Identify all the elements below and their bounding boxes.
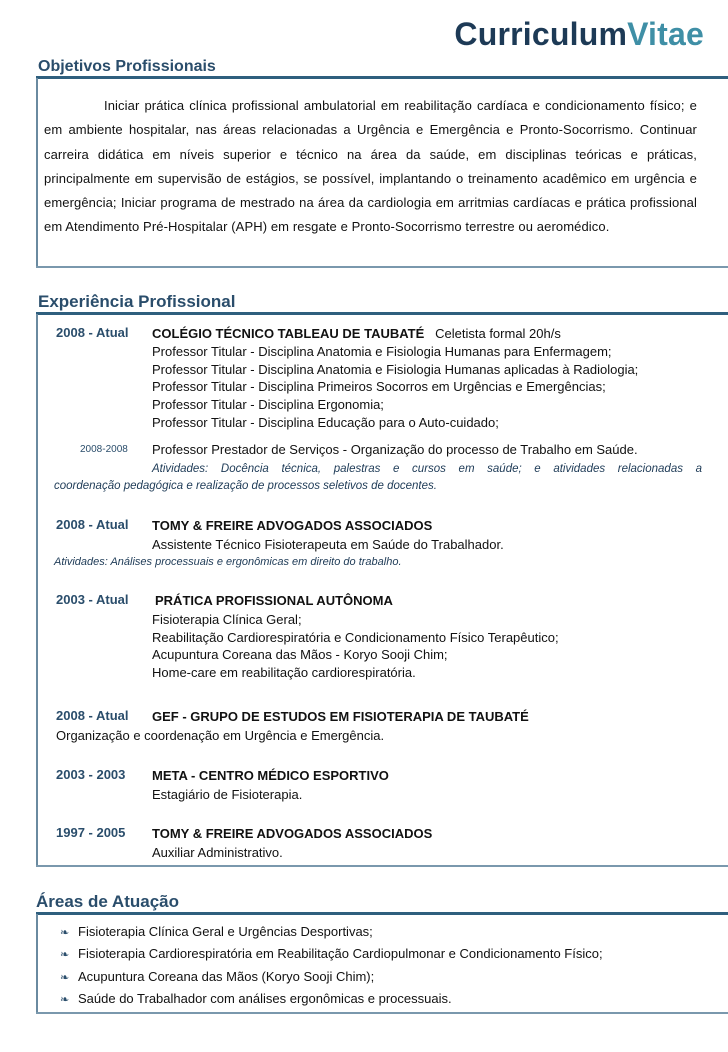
job-activities: Atividades: Análises processuais e ergonômicas em direito do trabalho. [54, 556, 402, 568]
bullet-icon: ❧ [60, 927, 70, 939]
section-border-left [36, 914, 38, 1014]
list-item: ❧ Saúde do Trabalhador com análises ergonômicas e processuais. [60, 991, 452, 1006]
job-activities-cont: coordenação pedagógica e realização de processos seletivos de docentes. [54, 480, 437, 492]
job-years: 2008 - Atual [56, 325, 129, 340]
job-line: Assistente Técnico Fisioterapeuta em Saúde do Trabalhador. [152, 537, 504, 552]
job-years: 2003 - 2003 [56, 767, 126, 782]
bullet-icon: ❧ [60, 972, 70, 984]
job-lines: Professor Titular - Disciplina Anatomia e Fisiologia Humanas para Enfermagem; Professor Titular - Disciplina Anatomia e Fisiologia Humanas aplicadas à Radiologia; Professor Titular - Disciplina Primeiros Socorros em Urgências e Emergências; Professor Titular - Disciplina Ergonomia; Professor Titular - Disciplina Educação para o Auto-cuidado; [152, 344, 639, 430]
job-line: Auxiliar Administrativo. [152, 845, 283, 860]
job-line: Organização e coordenação em Urgência e Emergência. [56, 728, 385, 743]
job-org: GEF - GRUPO DE ESTUDOS EM FISIOTERAPIA DE TAUBATÉ [152, 709, 529, 724]
job-years: 2008 - Atual [56, 708, 129, 723]
section-rule [36, 312, 728, 315]
list-item: ❧ Fisioterapia Cardiorespiratória em Reabilitação Cardiopulmonar e Condicionamento Físico; [60, 946, 603, 961]
section-rule [36, 76, 728, 79]
section-border-left [36, 314, 38, 866]
job-lines: Fisioterapia Clínica Geral; Reabilitação Cardiorespiratória e Condicionamento Físico Terapêutico; Acupuntura Coreana das Mãos - Koryo Sooji Chim; Home-care em reabilitação cardiorespiratória. [152, 612, 559, 681]
section-divider [36, 266, 728, 268]
bullet-icon: ❧ [60, 994, 70, 1006]
job-org: TOMY & FREIRE ADVOGADOS ASSOCIADOS [152, 826, 433, 841]
section-rule [36, 912, 728, 915]
bullet-icon: ❧ [60, 949, 70, 961]
job-years: 1997 - 2005 [56, 825, 126, 840]
objetivos-text: Iniciar prática clínica profissional ambulatorial em reabilitação cardíaca e condicionamento físico; e em ambiente hospitalar, nas áreas relacionadas a Urgência e Emergência e Pronto-Socorrismo. Continuar carreira didática em níveis superior e técnico na área da saúde, em disciplinas teóricas e práticas, principalmente em supervisão de estágios, se possível, implantando o treinamento acadêmico em urgência e emergência; Iniciar programa de mestrado na área da cardiologia em arritmias cardíacas e prática profissional em Atendimento Pré-Hospitalar (APH) em resgate e Pronto-Socorrismo terrestre ou aeromédico. [44, 98, 697, 235]
job-sub-years: 2008-2008 [80, 444, 128, 455]
document-title: CurriculumVitae [454, 16, 704, 52]
section-divider [36, 1012, 728, 1014]
job-years: 2008 - Atual [56, 517, 129, 532]
job-sub-line: Professor Prestador de Serviços - Organização do processo de Trabalho em Saúde. [152, 442, 638, 457]
job-header: COLÉGIO TÉCNICO TABLEAU DE TAUBATÉ Celetista formal 20h/s [152, 326, 561, 341]
experiencia-heading: Experiência Profissional [38, 292, 236, 311]
job-org: TOMY & FREIRE ADVOGADOS ASSOCIADOS [152, 518, 433, 533]
objetivos-heading: Objetivos Profissionais [38, 58, 216, 75]
section-border-left [36, 78, 38, 268]
job-org: META - CENTRO MÉDICO ESPORTIVO [152, 768, 389, 783]
job-activities: Atividades: Docência técnica, palestras e cursos em saúde; e atividades relacionadas a [152, 463, 702, 475]
areas-heading: Áreas de Atuação [36, 892, 179, 911]
list-item: ❧ Fisioterapia Clínica Geral e Urgências Desportivas; [60, 924, 373, 939]
section-divider [36, 865, 728, 867]
job-org: PRÁTICA PROFISSIONAL AUTÔNOMA [155, 593, 393, 608]
job-years: 2003 - Atual [56, 592, 129, 607]
job-line: Estagiário de Fisioterapia. [152, 787, 303, 802]
list-item: ❧ Acupuntura Coreana das Mãos (Koryo Sooji Chim); [60, 969, 375, 984]
